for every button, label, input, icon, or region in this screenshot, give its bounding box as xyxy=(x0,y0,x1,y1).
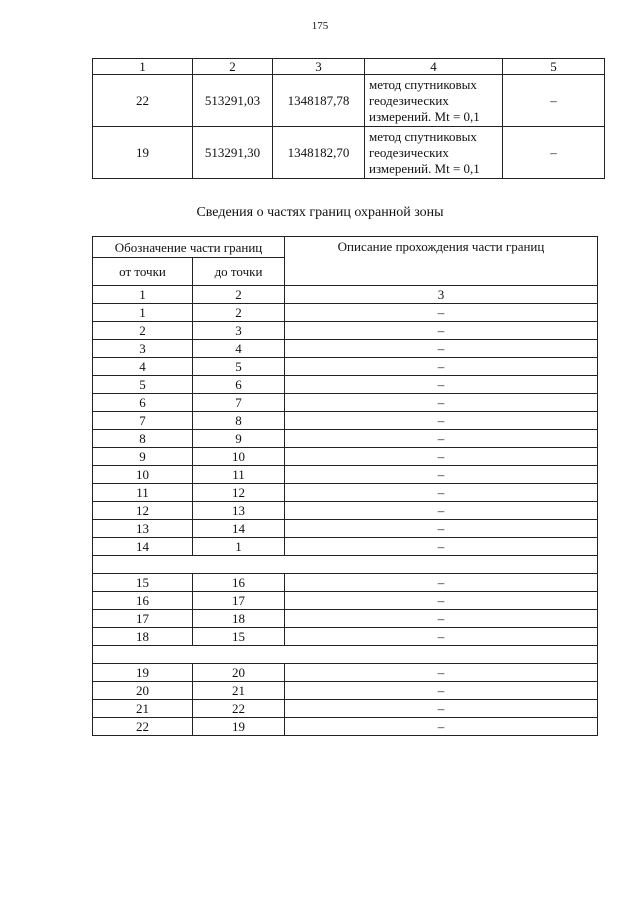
description-cell: – xyxy=(285,412,598,430)
table-row xyxy=(93,718,598,736)
from-point: 5 xyxy=(93,376,193,394)
description-cell: – xyxy=(285,394,598,412)
description-cell: – xyxy=(285,430,598,448)
from-point: 3 xyxy=(93,340,193,358)
table-row xyxy=(93,700,598,718)
description-cell: – xyxy=(285,304,598,322)
table-row xyxy=(93,127,605,179)
group-separator-row xyxy=(93,556,598,574)
group-separator-row xyxy=(93,646,598,664)
method-line: измерений. Mt = 0,1 xyxy=(369,160,480,176)
from-point: 18 xyxy=(93,628,193,646)
from-point: 7 xyxy=(93,412,193,430)
method-line: геодезических xyxy=(369,144,449,160)
description-cell: – xyxy=(285,448,598,466)
to-point: 17 xyxy=(193,592,285,610)
separator-cell xyxy=(93,556,598,574)
method-line: геодезических xyxy=(369,92,449,108)
to-point: 4 xyxy=(193,340,285,358)
table-row xyxy=(93,664,598,682)
coordinate-y: 1348182,70 xyxy=(273,127,365,179)
page-number: 175 xyxy=(311,20,329,32)
to-point: 3 xyxy=(193,322,285,340)
table-row xyxy=(93,610,598,628)
method-description xyxy=(365,75,503,127)
description-cell: – xyxy=(285,322,598,340)
from-point: 6 xyxy=(93,394,193,412)
coords-header-cell: 5 xyxy=(503,59,605,75)
description-cell: – xyxy=(285,682,598,700)
from-point: 11 xyxy=(93,484,193,502)
from-point: 14 xyxy=(93,538,193,556)
from-point: 12 xyxy=(93,502,193,520)
to-point: 19 xyxy=(193,718,285,736)
table-row xyxy=(93,448,598,466)
from-point: 13 xyxy=(93,520,193,538)
description-cell: – xyxy=(285,376,598,394)
table-row xyxy=(93,502,598,520)
table-row xyxy=(93,466,598,484)
point-number: 22 xyxy=(93,75,193,127)
table-row xyxy=(93,376,598,394)
note-cell: – xyxy=(503,75,605,127)
to-point: 8 xyxy=(193,412,285,430)
to-point: 14 xyxy=(193,520,285,538)
from-point: 1 xyxy=(93,304,193,322)
from-point: 9 xyxy=(93,448,193,466)
description-cell: – xyxy=(285,610,598,628)
numbering-cell: 3 xyxy=(285,286,598,304)
table-row xyxy=(93,322,598,340)
table-row xyxy=(93,412,598,430)
method-line: метод спутниковых xyxy=(369,128,477,144)
to-point: 10 xyxy=(193,448,285,466)
table-row xyxy=(93,484,598,502)
method-line: измерений. Mt = 0,1 xyxy=(369,108,480,124)
to-point: 22 xyxy=(193,700,285,718)
parts-header-row xyxy=(93,237,598,258)
description-cell: – xyxy=(285,484,598,502)
to-point: 5 xyxy=(193,358,285,376)
table-row xyxy=(93,430,598,448)
coords-header-row xyxy=(93,59,605,75)
to-point: 9 xyxy=(193,430,285,448)
group-header: Обозначение части границ xyxy=(93,237,285,258)
note-cell: – xyxy=(503,127,605,179)
coords-header-cell: 1 xyxy=(93,59,193,75)
description-header: Описание прохождения части границ xyxy=(285,237,598,286)
to-point: 16 xyxy=(193,574,285,592)
from-point: 4 xyxy=(93,358,193,376)
to-point-header: до точки xyxy=(193,258,285,286)
to-point: 18 xyxy=(193,610,285,628)
table-row xyxy=(93,538,598,556)
to-point: 11 xyxy=(193,466,285,484)
to-point: 6 xyxy=(193,376,285,394)
from-point: 19 xyxy=(93,664,193,682)
from-point: 2 xyxy=(93,322,193,340)
from-point: 21 xyxy=(93,700,193,718)
from-point: 10 xyxy=(93,466,193,484)
description-cell: – xyxy=(285,340,598,358)
description-cell: – xyxy=(285,502,598,520)
description-cell: – xyxy=(285,592,598,610)
description-cell: – xyxy=(285,718,598,736)
point-number: 19 xyxy=(93,127,193,179)
boundary-parts-table xyxy=(92,236,598,736)
description-cell: – xyxy=(285,520,598,538)
coordinate-x: 513291,03 xyxy=(193,75,273,127)
description-cell: – xyxy=(285,700,598,718)
description-cell: – xyxy=(285,466,598,484)
to-point: 20 xyxy=(193,664,285,682)
numbering-row xyxy=(93,286,598,304)
from-point: 20 xyxy=(93,682,193,700)
table-row xyxy=(93,75,605,127)
table-row xyxy=(93,628,598,646)
description-cell: – xyxy=(285,574,598,592)
to-point: 2 xyxy=(193,304,285,322)
to-point: 1 xyxy=(193,538,285,556)
numbering-cell: 2 xyxy=(193,286,285,304)
separator-cell xyxy=(93,646,598,664)
coords-header-cell: 4 xyxy=(365,59,503,75)
description-cell: – xyxy=(285,664,598,682)
method-line: метод спутниковых xyxy=(369,76,477,92)
from-point: 15 xyxy=(93,574,193,592)
method-description xyxy=(365,127,503,179)
from-point: 16 xyxy=(93,592,193,610)
numbering-cell: 1 xyxy=(93,286,193,304)
to-point: 12 xyxy=(193,484,285,502)
coordinate-x: 513291,30 xyxy=(193,127,273,179)
coordinate-y: 1348187,78 xyxy=(273,75,365,127)
description-cell: – xyxy=(285,358,598,376)
description-cell: – xyxy=(285,538,598,556)
to-point: 21 xyxy=(193,682,285,700)
table-row xyxy=(93,682,598,700)
section-title: Сведения о частях границ охранной зоны xyxy=(196,205,444,220)
from-point: 22 xyxy=(93,718,193,736)
table-row xyxy=(93,394,598,412)
from-point-header: от точки xyxy=(93,258,193,286)
from-point: 17 xyxy=(93,610,193,628)
coordinates-table xyxy=(92,58,605,179)
coords-header-cell: 3 xyxy=(273,59,365,75)
from-point: 8 xyxy=(93,430,193,448)
description-cell: – xyxy=(285,628,598,646)
table-row xyxy=(93,340,598,358)
table-row xyxy=(93,574,598,592)
to-point: 13 xyxy=(193,502,285,520)
table-row xyxy=(93,358,598,376)
table-row xyxy=(93,304,598,322)
to-point: 15 xyxy=(193,628,285,646)
table-row xyxy=(93,592,598,610)
table-row xyxy=(93,520,598,538)
to-point: 7 xyxy=(193,394,285,412)
coords-header-cell: 2 xyxy=(193,59,273,75)
